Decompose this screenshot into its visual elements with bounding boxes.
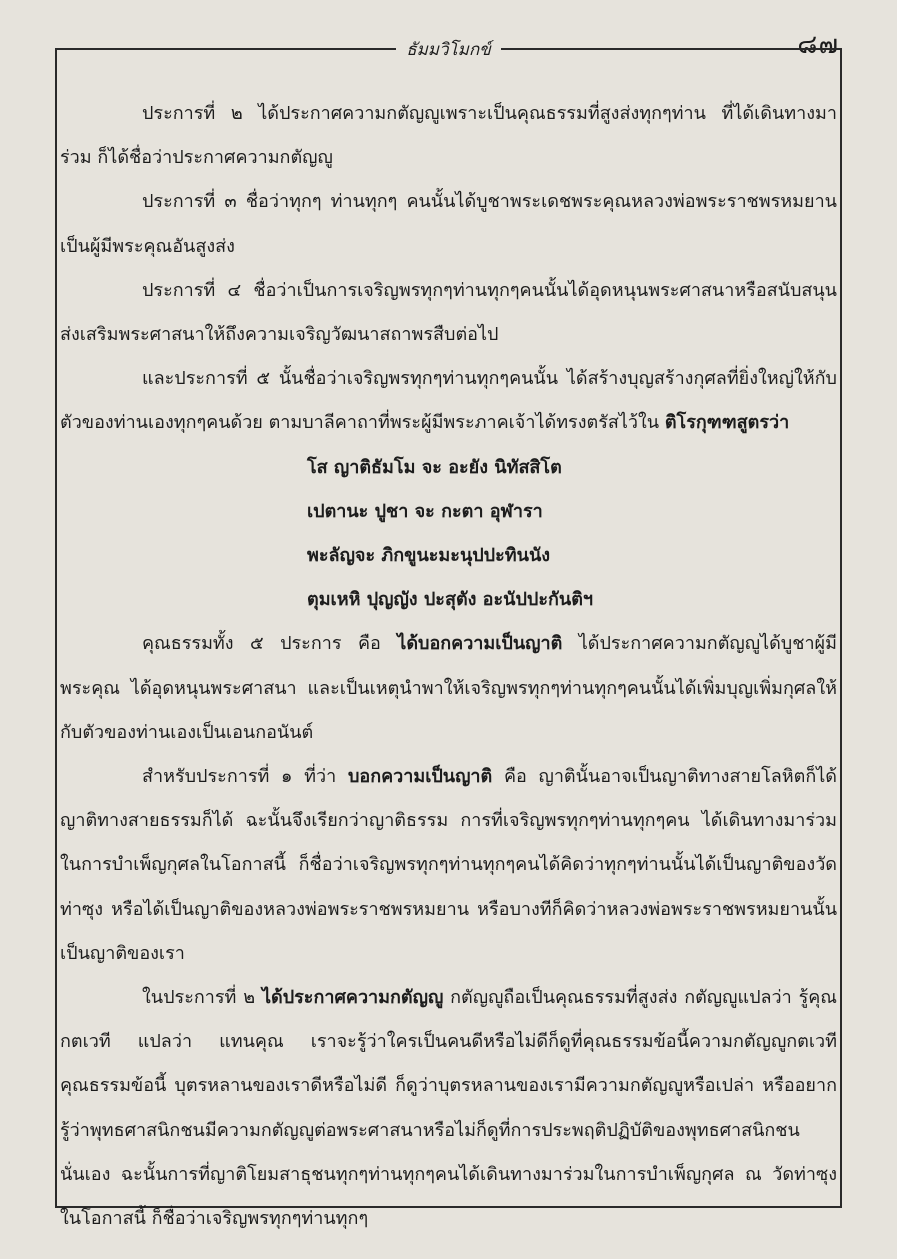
paragraph-5	[60, 622, 837, 755]
paragraph-7-bold: ได้ประกาศความกตัญญู	[261, 987, 444, 1009]
paragraph-7-b: กตัญญูถือเป็นคุณธรรมที่สูงส่ง กตัญญูแปลว่า รู้คุณ กตเวที แปลว่า แทนคุณ เราจะรู้ว่าใครเป็นคนดีหรือไม่ดีก็ดูที่คุณธรรมข้อนี้ความกตัญญูกตเวที คุณธรรมข้อนี้ บุตรหลานของเราดีหรือไม่ดี ก็ดูว่าบุตรหลานของเรามีความกตัญญูหรือเปล่า หรืออยากรู้ว่าพุทธศาสนิกชนมีความกตัญญูต่อพระศาสนาหรือไม่ก็ดูที่การประพฤติปฏิบัติของพุทธศาสนิกชนนั่นเอง ฉะนั้นการที่ญาติโยมสาธุชนทุกๆท่านทุกๆคนได้เดินทางมาร่วมในการบำเพ็ญกุศล ณ วัดท่าซุงในโอกาสนี้ ก็ชื่อว่าเจริญพรทุกๆท่านทุกๆ	[60, 987, 837, 1230]
page-number: ๘๗	[797, 30, 839, 60]
paragraph-3: ประการที่ ๔ ชื่อว่าเป็นการเจริญพรทุกๆท่านทุกๆคนนั้นได้อุดหนุนพระศาสนาหรือสนับสนุนส่งเสริมพระศาสนาให้ถึงความเจริญวัฒนาสถาพรสืบต่อไป	[60, 279, 837, 346]
paragraph-6-a: สำหรับประการที่ ๑ ที่ว่า	[142, 766, 337, 788]
running-head-text: ธัมมวิโมกข์	[396, 40, 501, 60]
paragraph-2: ประการที่ ๓ ชื่อว่าทุกๆ ท่านทุกๆ คนนั้นได้บูชาพระเดชพระคุณหลวงพ่อพระราชพรหมยาน เป็นผู้มีพระคุณอันสูงส่ง	[60, 191, 837, 257]
paragraph-7	[60, 976, 837, 1241]
sutta-name: ติโรกุฑฑสูตรว่า	[664, 412, 790, 434]
verse-line-3: พะลัญจะ ภิกขูนะมะนุปปะทินนัง	[307, 545, 551, 567]
paragraph-5-b: ได้ประกาศความกตัญญูได้บูชาผู้มีพระคุณ ได้อุดหนุนพระศาสนา และเป็นเหตุนำพาให้เจริญพรทุกๆท่านทุกๆคนนั้นได้เพิ่มบุญเพิ่มกุศลให้กับตัวของท่านเองเป็นเอนกอนันต์	[60, 633, 837, 743]
paragraph-5-a: คุณธรรมทั้ง ๕ ประการ คือ	[142, 633, 381, 655]
paragraph-4-text: และประการที่ ๕ นั้นชื่อว่าเจริญพรทุกๆท่านทุกๆคนนั้น ได้สร้างบุญสร้างกุศลที่ยิ่งใหญ่ให้กับตัวของท่านเองทุกๆคนด้วย ตามบาลีคาถาที่พระผู้มีพระภาคเจ้าได้ทรงตรัสไว้ใน	[60, 368, 837, 434]
verse-line-2: เปตานะ ปูชา จะ กะตา อุฬารา	[307, 500, 543, 522]
paragraph-6-bold: บอกความเป็นญาติ	[347, 766, 493, 788]
paragraph-6	[60, 755, 837, 976]
paragraph-7-a: ในประการที่ ๒	[142, 987, 256, 1009]
verse-line-1: โส ญาติธัมโม จะ อะยัง นิทัสสิโต	[307, 456, 562, 478]
page-body	[60, 92, 837, 1241]
paragraph-4	[60, 357, 837, 445]
verse-line-4: ตุมเหหิ ปุญญัง ปะสุตัง อะนัปปะกันติฯ	[307, 589, 593, 611]
paragraph-6-b: คือ ญาตินั้นอาจเป็นญาติทางสายโลหิตก็ได้ญาติทางสายธรรมก็ได้ ฉะนั้นจึงเรียกว่าญาติธรรม การที่เจริญพรทุกๆท่านทุกๆคน ได้เดินทางมาร่วมในการบำเพ็ญกุศลในโอกาสนี้ ก็ชื่อว่าเจริญพรทุกๆท่านทุกๆคนได้คิดว่าทุกๆท่านนั้นได้เป็นญาติของวัดท่าซุง หรือได้เป็นญาติของหลวงพ่อพระราชพรหมยาน หรือบางทีก็คิดว่าหลวงพ่อพระราชพรหมยานนั้นเป็นญาติของเรา	[60, 766, 837, 964]
paragraph-1: ประการที่ ๒ ได้ประกาศความกตัญญูเพราะเป็นคุณธรรมที่สูงส่งทุกๆท่าน ที่ได้เดินทางมาร่วม ก็ได้ชื่อว่าประกาศความกตัญญู	[60, 103, 837, 169]
paragraph-5-bold: ได้บอกความเป็นญาติ	[397, 633, 563, 655]
